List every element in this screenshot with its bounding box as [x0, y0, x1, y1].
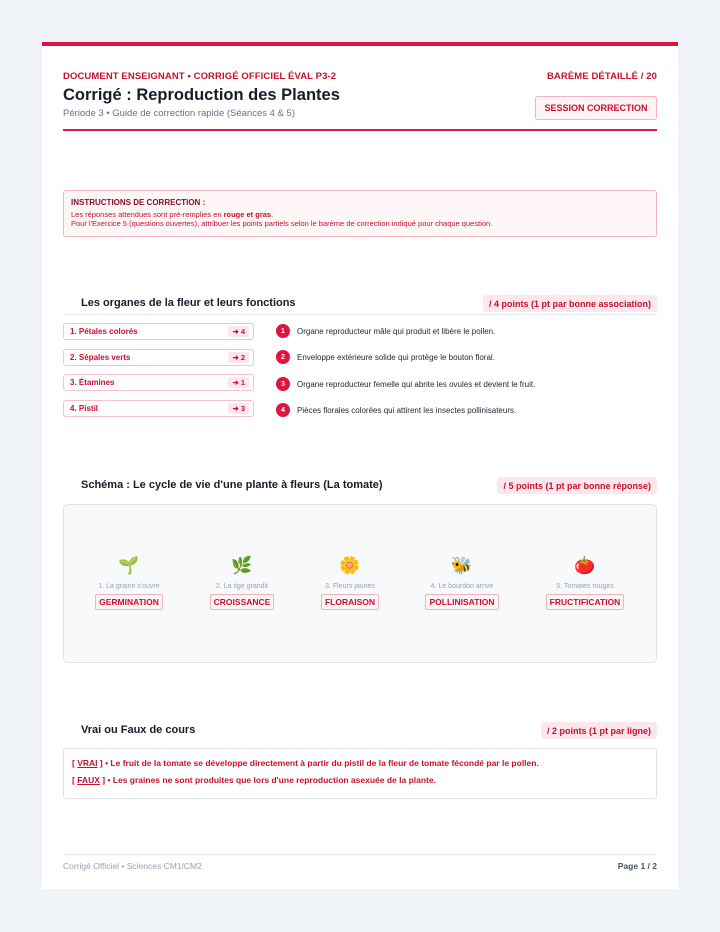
truefalse-points-badge: / 2 points (1 pt par ligne) [541, 722, 657, 739]
doc-label: DOCUMENT ENSEIGNANT • CORRIGÉ OFFICIEL ÉVAL P3-2 [63, 71, 337, 82]
stage-answer: POLLINISATION [425, 594, 498, 610]
instructions-line-2: Pour l'Exercice 5 (questions ouvertes), attribuer les points partiels selon le barème de correction indiqué pour chaque question. [71, 219, 493, 228]
definition-number: 4 [276, 403, 290, 417]
definition-item [276, 377, 535, 391]
organ-item[interactable] [63, 349, 254, 366]
definition-item [276, 350, 495, 364]
cycle-stage [407, 555, 517, 610]
definition-item [276, 403, 516, 417]
truefalse-item: [ FAUX ] • Les graines ne sont produites que lors d'une reproduction asexuée de la plante. [72, 775, 436, 785]
organs-divider [63, 314, 657, 315]
header-top [63, 71, 657, 82]
stage-caption: 4. Le bourdon arrive [430, 583, 494, 590]
definition-number: 2 [276, 350, 290, 364]
stage-answer: GERMINATION [95, 594, 163, 610]
cycle-stage [187, 555, 297, 610]
instructions-box [63, 190, 657, 237]
instructions-line-1-bold: rouge et gras [223, 210, 272, 219]
page-number: Page 1 / 2 [617, 861, 657, 871]
session-correction-button[interactable]: SESSION CORRECTION [535, 96, 657, 120]
bee-icon: 🐝 [451, 556, 473, 575]
truefalse-text: • Les graines ne sont produites que lors d'une reproduction asexuée de la plante. [107, 775, 436, 785]
truefalse-text: • Le fruit de la tomate se développe directement à partir du pistil de la fleur de tomate fécondé par le pollen. [105, 758, 539, 768]
footer-divider [63, 854, 657, 855]
organ-answer: ➜ 2 [228, 352, 249, 363]
cycle-stage [530, 555, 640, 610]
truefalse-section-title: Vrai ou Faux de cours [81, 724, 196, 736]
instructions-title: INSTRUCTIONS DE CORRECTION : [71, 198, 206, 207]
stage-answer: FRUCTIFICATION [546, 594, 625, 610]
definition-text: Pièces florales colorées qui attirent les insectes pollinisateurs. [297, 405, 517, 415]
instructions-line-1-post: . [271, 210, 274, 219]
page-subtitle: Période 3 • Guide de correction rapide (Séances 4 & 5) [63, 108, 295, 119]
organ-item[interactable] [63, 400, 254, 417]
definition-number: 1 [276, 324, 290, 338]
organs-points-badge: / 4 points (1 pt par bonne association) [483, 295, 657, 312]
definition-text: Organe reproducteur mâle qui produit et libère le pollen. [297, 326, 496, 336]
instructions-line-1 [71, 210, 649, 219]
organ-label: 4. Pistil [70, 404, 99, 413]
cycle-points-badge: / 5 points (1 pt par bonne réponse) [497, 477, 657, 494]
cycle-stage [295, 555, 405, 610]
definition-item [276, 324, 495, 338]
stage-caption: 5. Tomates rouges [556, 583, 614, 590]
organ-answer: ➜ 1 [228, 377, 249, 388]
seedling-icon: 🌱 [118, 556, 140, 575]
document-page [42, 42, 678, 889]
organ-answer: ➜ 3 [228, 403, 249, 414]
organ-label: 1. Pétales colorés [70, 327, 138, 336]
organ-item[interactable] [63, 323, 254, 340]
organs-section-title: Les organes de la fleur et leurs fonctions [81, 297, 296, 309]
stage-caption: 3. Fleurs jaunes [325, 583, 375, 590]
truefalse-item: [ VRAI ] • Le fruit de la tomate se développe directement à partir du pistil de la fleur de tomate fécondé par le pollen. [72, 758, 539, 768]
stage-caption: 2. La tige grandit [215, 583, 269, 590]
stage-answer: CROISSANCE [210, 594, 275, 610]
definition-text: Enveloppe extérieure solide qui protège le bouton floral. [297, 352, 495, 362]
truefalse-answer: FAUX [77, 775, 100, 785]
organ-answer: ➜ 4 [228, 326, 249, 337]
scale-label: BARÈME DÉTAILLÉ / 20 [546, 71, 657, 82]
organ-label: 3. Étamines [70, 378, 115, 387]
stage-answer: FLORAISON [321, 594, 379, 610]
cycle-stage [74, 555, 184, 610]
truefalse-answer: VRAI [77, 758, 98, 768]
page-title: Corrigé : Reproduction des Plantes [63, 86, 340, 104]
organ-item[interactable] [63, 374, 254, 391]
footer-left: Corrigé Officiel • Sciences CM1/CM2 [63, 861, 202, 871]
truefalse-box [63, 748, 657, 799]
cycle-diagram [63, 504, 657, 663]
cycle-section-title: Schéma : Le cycle de vie d'une plante à fleurs (La tomate) [81, 479, 383, 491]
herb-icon: 🌿 [231, 556, 253, 575]
header-divider [63, 129, 657, 131]
definition-number: 3 [276, 377, 290, 391]
definition-text: Organe reproducteur femelle qui abrite les ovules et devient le fruit. [297, 379, 536, 389]
instructions-line-1-pre: Les réponses attendues sont pré-remplies en [71, 210, 224, 219]
tomato-icon: 🍅 [574, 556, 596, 575]
stage-caption: 1. La graine s'ouvre [98, 583, 160, 590]
flower-icon: 🌼 [339, 556, 361, 575]
organ-label: 2. Sépales verts [70, 353, 131, 362]
